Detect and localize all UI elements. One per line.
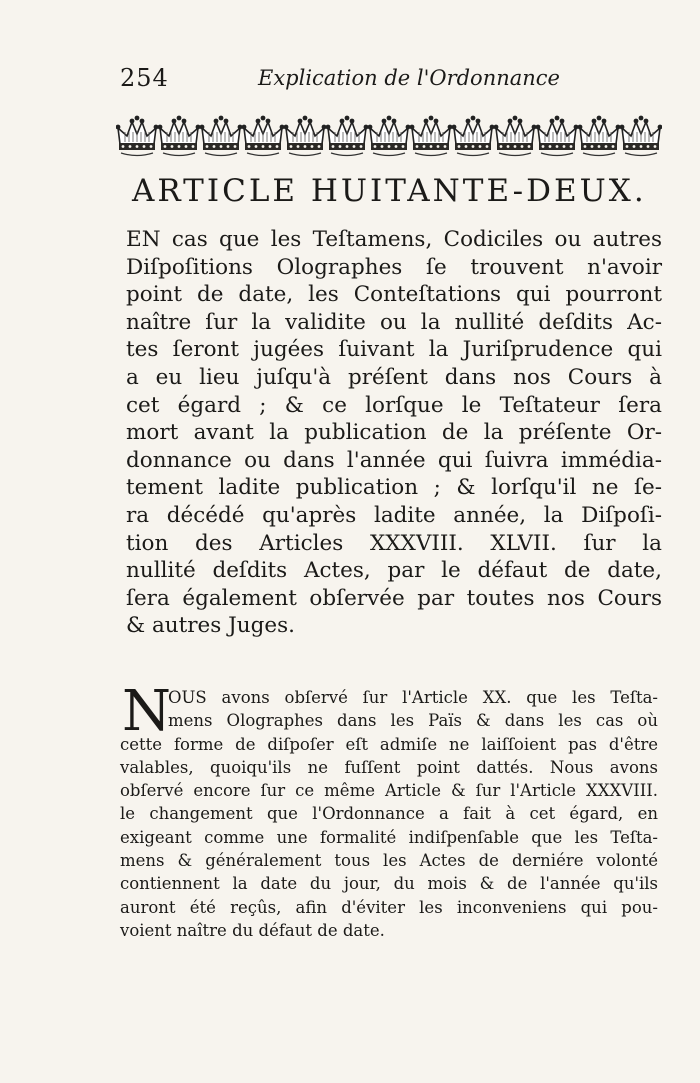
crown-ornament-band [116,114,662,158]
crown-icon [284,116,327,156]
crown-icon [242,116,285,156]
page-number: 254 [120,64,169,92]
crown-icon [326,116,369,156]
crown-icon [200,116,243,156]
commentary-line: le changement que l'Ordonnance a fait à cet égard, en [120,804,658,824]
commentary-line: auront été reçûs, afin d'éviter les inconveniens qui pou- [120,897,658,917]
article-line: tement ladite publication ; & lorſqu'il ne ſe- [126,475,662,501]
article-line: tion des Articles XXXVIII. XLVII. ſur la [126,530,662,556]
crown-icon [158,116,201,156]
commentary-line: valables, quoiqu'ils ne fuſſent point dattés. Nous avons [120,757,658,777]
commentary-text [120,679,658,942]
running-title: Explication de l'Ordonnance [258,66,560,90]
commentary-line: exigeant comme une formalité indiſpenſable que les Teſta- [120,827,658,847]
crown-icon [578,116,621,156]
commentary-line: cette forme de diſpoſer eſt admiſe ne laiſſoient pas d'être [120,734,658,754]
crown-icon [410,116,453,156]
article-line: mort avant la publication de la préſente Or- [126,420,662,446]
article-line: point de date, les Conteſtations qui pourront [126,282,662,308]
commentary-line: OUS avons obſervé ſur l'Article XX. que les Teſta- [168,688,658,707]
crown-icon [494,116,537,156]
article-line: & autres Juges. [126,613,295,639]
article-line: ſera également obſervée par toutes nos Cours [126,585,662,611]
article-line: a eu lieu juſqu'à préſent dans nos Cours à [126,364,662,390]
article-line: ra décédé qu'après ladite année, la Diſpoſi- [126,502,662,528]
drop-cap: N [122,679,171,744]
commentary-line: mens Olographes dans les Païs & dans les cas où [168,711,658,731]
crown-icon [368,116,411,156]
article-line: tes ſeront jugées ſuivant la Juriſprudence qui [126,337,662,363]
article-line: nullité deſdits Actes, par le défaut de date, [126,558,662,584]
crown-icon [452,116,495,156]
article-line: EN cas que les Teſtamens, Codiciles ou autres [126,227,662,252]
commentary-line: voient naître du défaut de date. [120,920,385,940]
article-line: Diſpoſitions Olographes ſe trouvent n'avoir [126,254,662,280]
commentary-line: mens & généralement tous les Actes de derniére volonté [120,851,658,871]
article-line: cet égard ; & ce lorſque le Teſtateur ſera [126,392,662,418]
crown-icon [536,116,579,156]
commentary-line: obſervé encore ſur ce même Article & ſur l'Article XXXVIII. [120,781,658,801]
commentary-line: contiennent la date du jour, du mois & de l'année qu'ils [120,874,658,894]
crown-icon [620,116,662,156]
crown-icon [116,116,158,156]
article-line: naître ſur la validite ou la nullité deſdits Ac- [126,309,662,335]
article-line: donnance ou dans l'année qui ſuivra immédia- [126,447,662,473]
article-title: ARTICLE HUITANTE-DEUX. [132,173,647,209]
article-text [126,226,662,640]
